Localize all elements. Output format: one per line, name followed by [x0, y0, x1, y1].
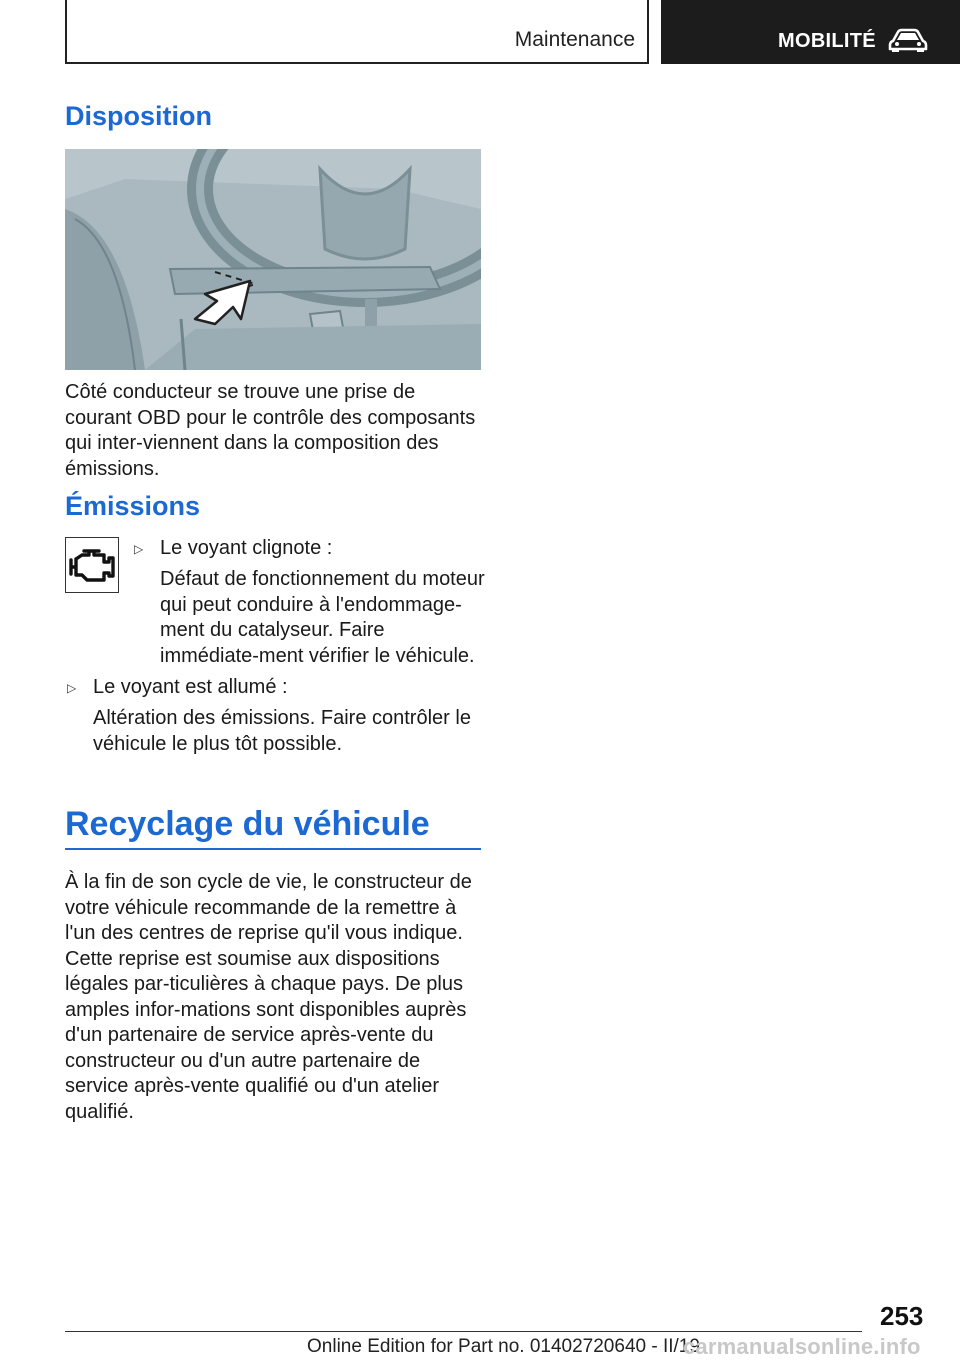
- emissions-heading: Émissions: [65, 491, 201, 521]
- header-section-tab: [65, 0, 649, 64]
- obd-location-figure: [65, 149, 481, 370]
- heading-divider: [65, 848, 481, 850]
- section-title: Maintenance: [514, 28, 635, 51]
- bullet-triangle-icon: ▷: [134, 542, 144, 556]
- bullet-text: Altération des émissions. Faire contrôler le véhicule le plus tôt possible.: [93, 707, 471, 755]
- obd-location-illustration: [65, 149, 481, 370]
- recycling-text: À la fin de son cycle de vie, le constructeur de votre véhicule recommande de la remettre à l'un des centres de reprise qu'il vous indique. Cette reprise est soumise aux dispositions légales par‐ticulières à chaque pays. De plus amples infor‐mations sont disponibles auprès d'un partenaire de service après-vente du constructeur ou d'un autre partenaire de service après-vente qualifié ou d'un atelier qualifié.: [65, 871, 472, 1123]
- check-engine-icon: [65, 537, 119, 593]
- chapter-title: MOBILITÉ: [778, 30, 876, 52]
- disposition-heading: Disposition: [65, 101, 212, 131]
- footer: [0, 1330, 960, 1362]
- recycling-heading: Recyclage du véhicule: [65, 805, 430, 843]
- bullet-heading: Le voyant est allumé :: [93, 676, 288, 698]
- bullet-heading: Le voyant clignote :: [160, 537, 333, 559]
- disposition-text: Côté conducteur se trouve une prise de courant OBD pour le contrôle des composants qui inter‐viennent dans la composition des émissions.: [65, 381, 476, 480]
- bullet-triangle-icon: ▷: [67, 681, 77, 695]
- bullet-text: Défaut de fonctionnement du moteur qui peut conduire à l'endommage‐ment du catalyseur. Faire immédiate‐ment vérifier le véhicule.: [160, 568, 485, 667]
- car-icon: [888, 27, 928, 53]
- header-chapter-tab: [661, 0, 960, 64]
- page-number: 253: [880, 1301, 924, 1331]
- footer-edition: Online Edition for Part no. 01402720640 - II/19: [307, 1336, 700, 1357]
- footer-watermark[interactable]: carmanualsonline.info: [683, 1334, 921, 1359]
